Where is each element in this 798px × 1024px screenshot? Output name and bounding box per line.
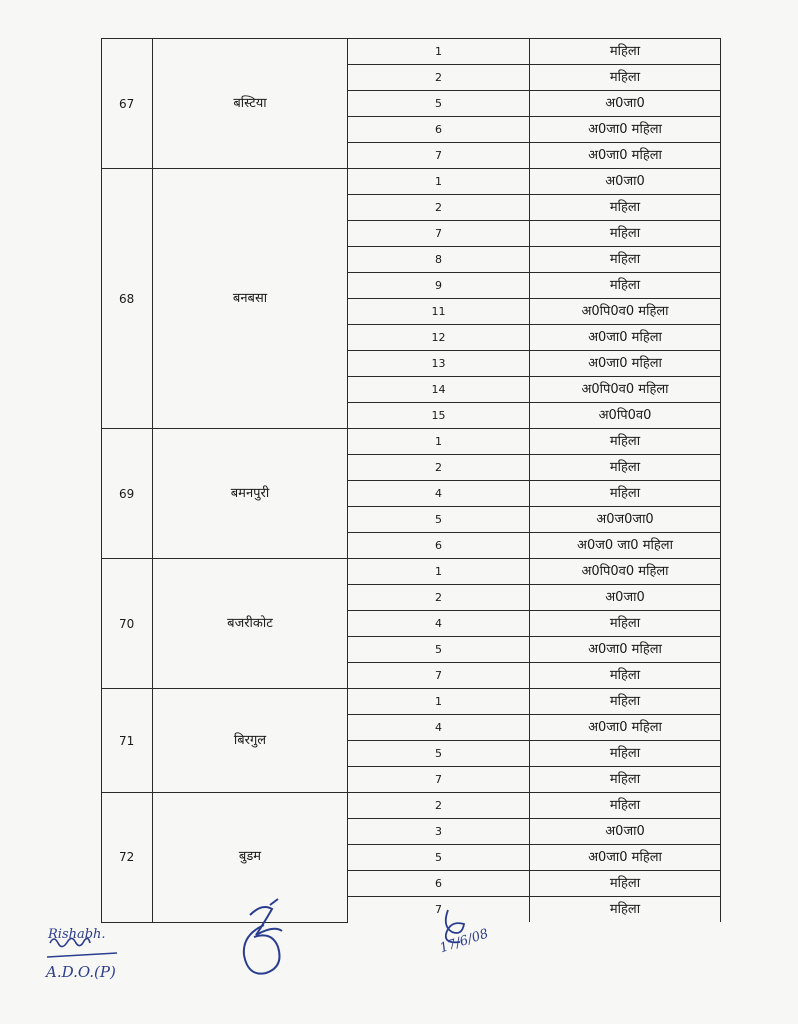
reservation-category-cell: अ0जा0 — [530, 819, 721, 845]
panchayat-name-cell: बनबसा — [153, 169, 348, 429]
reservation-category-cell: महिला — [530, 793, 721, 819]
reservation-category-cell: अ0जा0 महिला — [530, 117, 721, 143]
reservation-category-cell: अ0पि0व0 महिला — [530, 377, 721, 403]
ward-number-cell: 6 — [348, 117, 530, 143]
reservation-category-cell: महिला — [530, 455, 721, 481]
ward-number-cell: 11 — [348, 299, 530, 325]
reservation-category-cell: महिला — [530, 663, 721, 689]
reservation-category-cell: महिला — [530, 273, 721, 299]
reservation-category-cell: महिला — [530, 611, 721, 637]
ward-number-cell: 7 — [348, 767, 530, 793]
serial-number-cell: 70 — [102, 559, 153, 689]
reservation-category-cell: अ0जा0 — [530, 169, 721, 195]
reservation-category-cell: अ0पि0व0 महिला — [530, 299, 721, 325]
table-row — [102, 559, 721, 585]
reservation-category-cell: महिला — [530, 65, 721, 91]
reservation-category-cell: महिला — [530, 897, 721, 923]
ward-number-cell: 15 — [348, 403, 530, 429]
ward-number-cell: 1 — [348, 429, 530, 455]
ward-number-cell: 2 — [348, 455, 530, 481]
ward-number-cell: 1 — [348, 689, 530, 715]
panchayat-name-cell: बमनपुरी — [153, 429, 348, 559]
reservation-category-cell: अ0ज0 जा0 महिला — [530, 533, 721, 559]
table-row — [102, 169, 721, 195]
ward-number-cell: 8 — [348, 247, 530, 273]
serial-number-cell: 69 — [102, 429, 153, 559]
ward-number-cell: 1 — [348, 169, 530, 195]
ward-number-cell: 2 — [348, 195, 530, 221]
reservation-category-cell: अ0जा0 महिला — [530, 325, 721, 351]
signature-scribble-2 — [430, 900, 520, 985]
ward-number-cell: 7 — [348, 663, 530, 689]
serial-number-cell: 67 — [102, 39, 153, 169]
ward-number-cell: 6 — [348, 533, 530, 559]
signature-ado-designation: A.D.O.(P) — [46, 963, 116, 981]
ward-number-cell: 4 — [348, 715, 530, 741]
ward-number-cell: 7 — [348, 897, 530, 923]
ward-number-cell: 4 — [348, 611, 530, 637]
serial-number-cell: 72 — [102, 793, 153, 923]
table-row — [102, 689, 721, 715]
panchayat-name-cell: बस्टिया — [153, 39, 348, 169]
ward-number-cell: 14 — [348, 377, 530, 403]
reservation-category-cell: अ0पि0व0 महिला — [530, 559, 721, 585]
panchayat-name-cell: बिरगुल — [153, 689, 348, 793]
ward-number-cell: 12 — [348, 325, 530, 351]
reservation-category-cell: अ0जा0 — [530, 585, 721, 611]
ward-number-cell: 7 — [348, 221, 530, 247]
reservation-category-cell: अ0जा0 महिला — [530, 715, 721, 741]
ward-number-cell: 5 — [348, 637, 530, 663]
ward-number-cell: 5 — [348, 91, 530, 117]
ward-number-cell: 2 — [348, 585, 530, 611]
serial-number-cell: 68 — [102, 169, 153, 429]
reservation-category-cell: महिला — [530, 221, 721, 247]
panchayat-name-cell: बुडम — [153, 793, 348, 923]
reservation-category-cell: महिला — [530, 195, 721, 221]
signature-ado — [42, 925, 172, 995]
reservation-category-cell: महिला — [530, 429, 721, 455]
reservation-category-cell: महिला — [530, 247, 721, 273]
table-row — [102, 39, 721, 65]
ward-number-cell: 13 — [348, 351, 530, 377]
reservation-category-cell: अ0ज0जा0 — [530, 507, 721, 533]
ward-number-cell: 2 — [348, 65, 530, 91]
reservation-category-cell: अ0जा0 महिला — [530, 143, 721, 169]
ward-number-cell: 6 — [348, 871, 530, 897]
ward-number-cell: 7 — [348, 143, 530, 169]
reservation-category-cell: महिला — [530, 871, 721, 897]
reservation-category-cell: महिला — [530, 767, 721, 793]
table-row — [102, 793, 721, 819]
ward-number-cell: 3 — [348, 819, 530, 845]
reservation-category-cell: अ0जा0 महिला — [530, 637, 721, 663]
signature-date: 17/6/08 — [438, 926, 491, 957]
panchayat-name-cell: बजरीकोट — [153, 559, 348, 689]
signature-ado-label: Rishabh. — [48, 927, 106, 942]
ward-number-cell: 9 — [348, 273, 530, 299]
reservation-category-cell: महिला — [530, 481, 721, 507]
serial-number-cell: 71 — [102, 689, 153, 793]
reservation-category-cell: महिला — [530, 39, 721, 65]
reservation-category-cell: महिला — [530, 741, 721, 767]
ward-number-cell: 2 — [348, 793, 530, 819]
reservation-category-cell: अ0जा0 — [530, 91, 721, 117]
reservation-category-cell: अ0जा0 महिला — [530, 845, 721, 871]
ward-number-cell: 1 — [348, 559, 530, 585]
reservation-category-cell: महिला — [530, 689, 721, 715]
reservation-category-cell: अ0पि0व0 — [530, 403, 721, 429]
reservation-category-cell: अ0जा0 महिला — [530, 351, 721, 377]
table-row — [102, 429, 721, 455]
ward-number-cell: 1 — [348, 39, 530, 65]
signature-scribble-1 — [230, 895, 300, 985]
reservation-table — [101, 38, 721, 923]
ward-number-cell: 5 — [348, 741, 530, 767]
ward-number-cell: 5 — [348, 507, 530, 533]
ward-number-cell: 4 — [348, 481, 530, 507]
ward-number-cell: 5 — [348, 845, 530, 871]
